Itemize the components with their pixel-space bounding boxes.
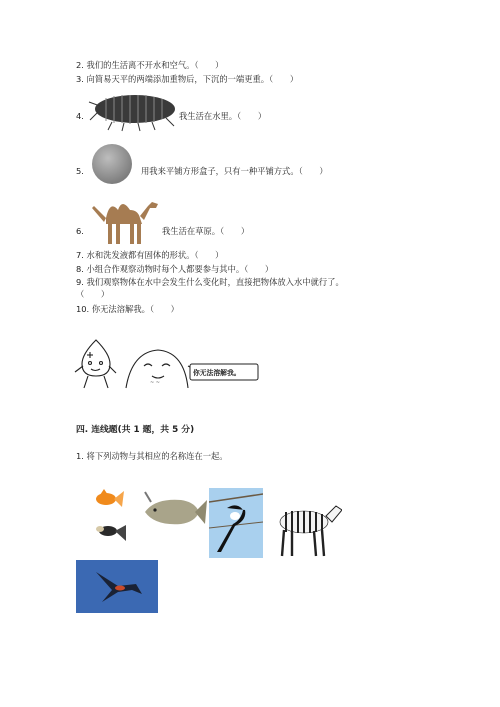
goldfish-image bbox=[86, 487, 130, 557]
camel-image bbox=[86, 194, 162, 246]
question-5-text: 用我来平铺方形盒子，只有一种平铺方式。（ ） bbox=[141, 166, 328, 176]
svg-text:~ ~: ~ ~ bbox=[150, 380, 160, 386]
question-9-continued: （ ） bbox=[76, 289, 110, 299]
question-10: 10. 你无法溶解我。（ ） bbox=[76, 304, 179, 314]
gray-ball-image bbox=[90, 143, 134, 185]
question-5-number: 5. bbox=[76, 166, 84, 176]
magpie-image bbox=[209, 488, 263, 558]
section-heading: 四. 连线题(共 1 题，共 5 分) bbox=[76, 425, 195, 435]
zebra-image bbox=[270, 500, 342, 558]
speech-bubble-text: 你无法溶解我。 bbox=[193, 369, 241, 377]
matching-prompt: 1. 将下列动物与其相应的名称连在一起。 bbox=[76, 451, 228, 461]
question-7: 7. 水和洗发液都有固体的形状。（ ） bbox=[76, 250, 224, 260]
carp-image bbox=[141, 488, 207, 536]
question-9: 9. 我们观察物体在水中会发生什么变化时，直接把物体放入水中就行了。 bbox=[76, 277, 344, 287]
swallow-image bbox=[76, 560, 158, 613]
question-6-number: 6. bbox=[76, 226, 84, 236]
question-2: 2. 我们的生活离不开水和空气。（ ） bbox=[76, 60, 224, 70]
question-4-text: 我生活在水里。（ ） bbox=[179, 111, 267, 121]
question-3: 3. 向简易天平的两端添加重物后，下沉的一端更重。（ ） bbox=[76, 74, 299, 84]
dissolve-cartoon-image bbox=[72, 336, 262, 394]
question-6-text: 我生活在草原。（ ） bbox=[162, 226, 250, 236]
question-8: 8. 小组合作观察动物时每个人都要参与其中。（ ） bbox=[76, 264, 274, 274]
pill-bug-image bbox=[88, 90, 180, 132]
question-4-number: 4. bbox=[76, 111, 84, 121]
